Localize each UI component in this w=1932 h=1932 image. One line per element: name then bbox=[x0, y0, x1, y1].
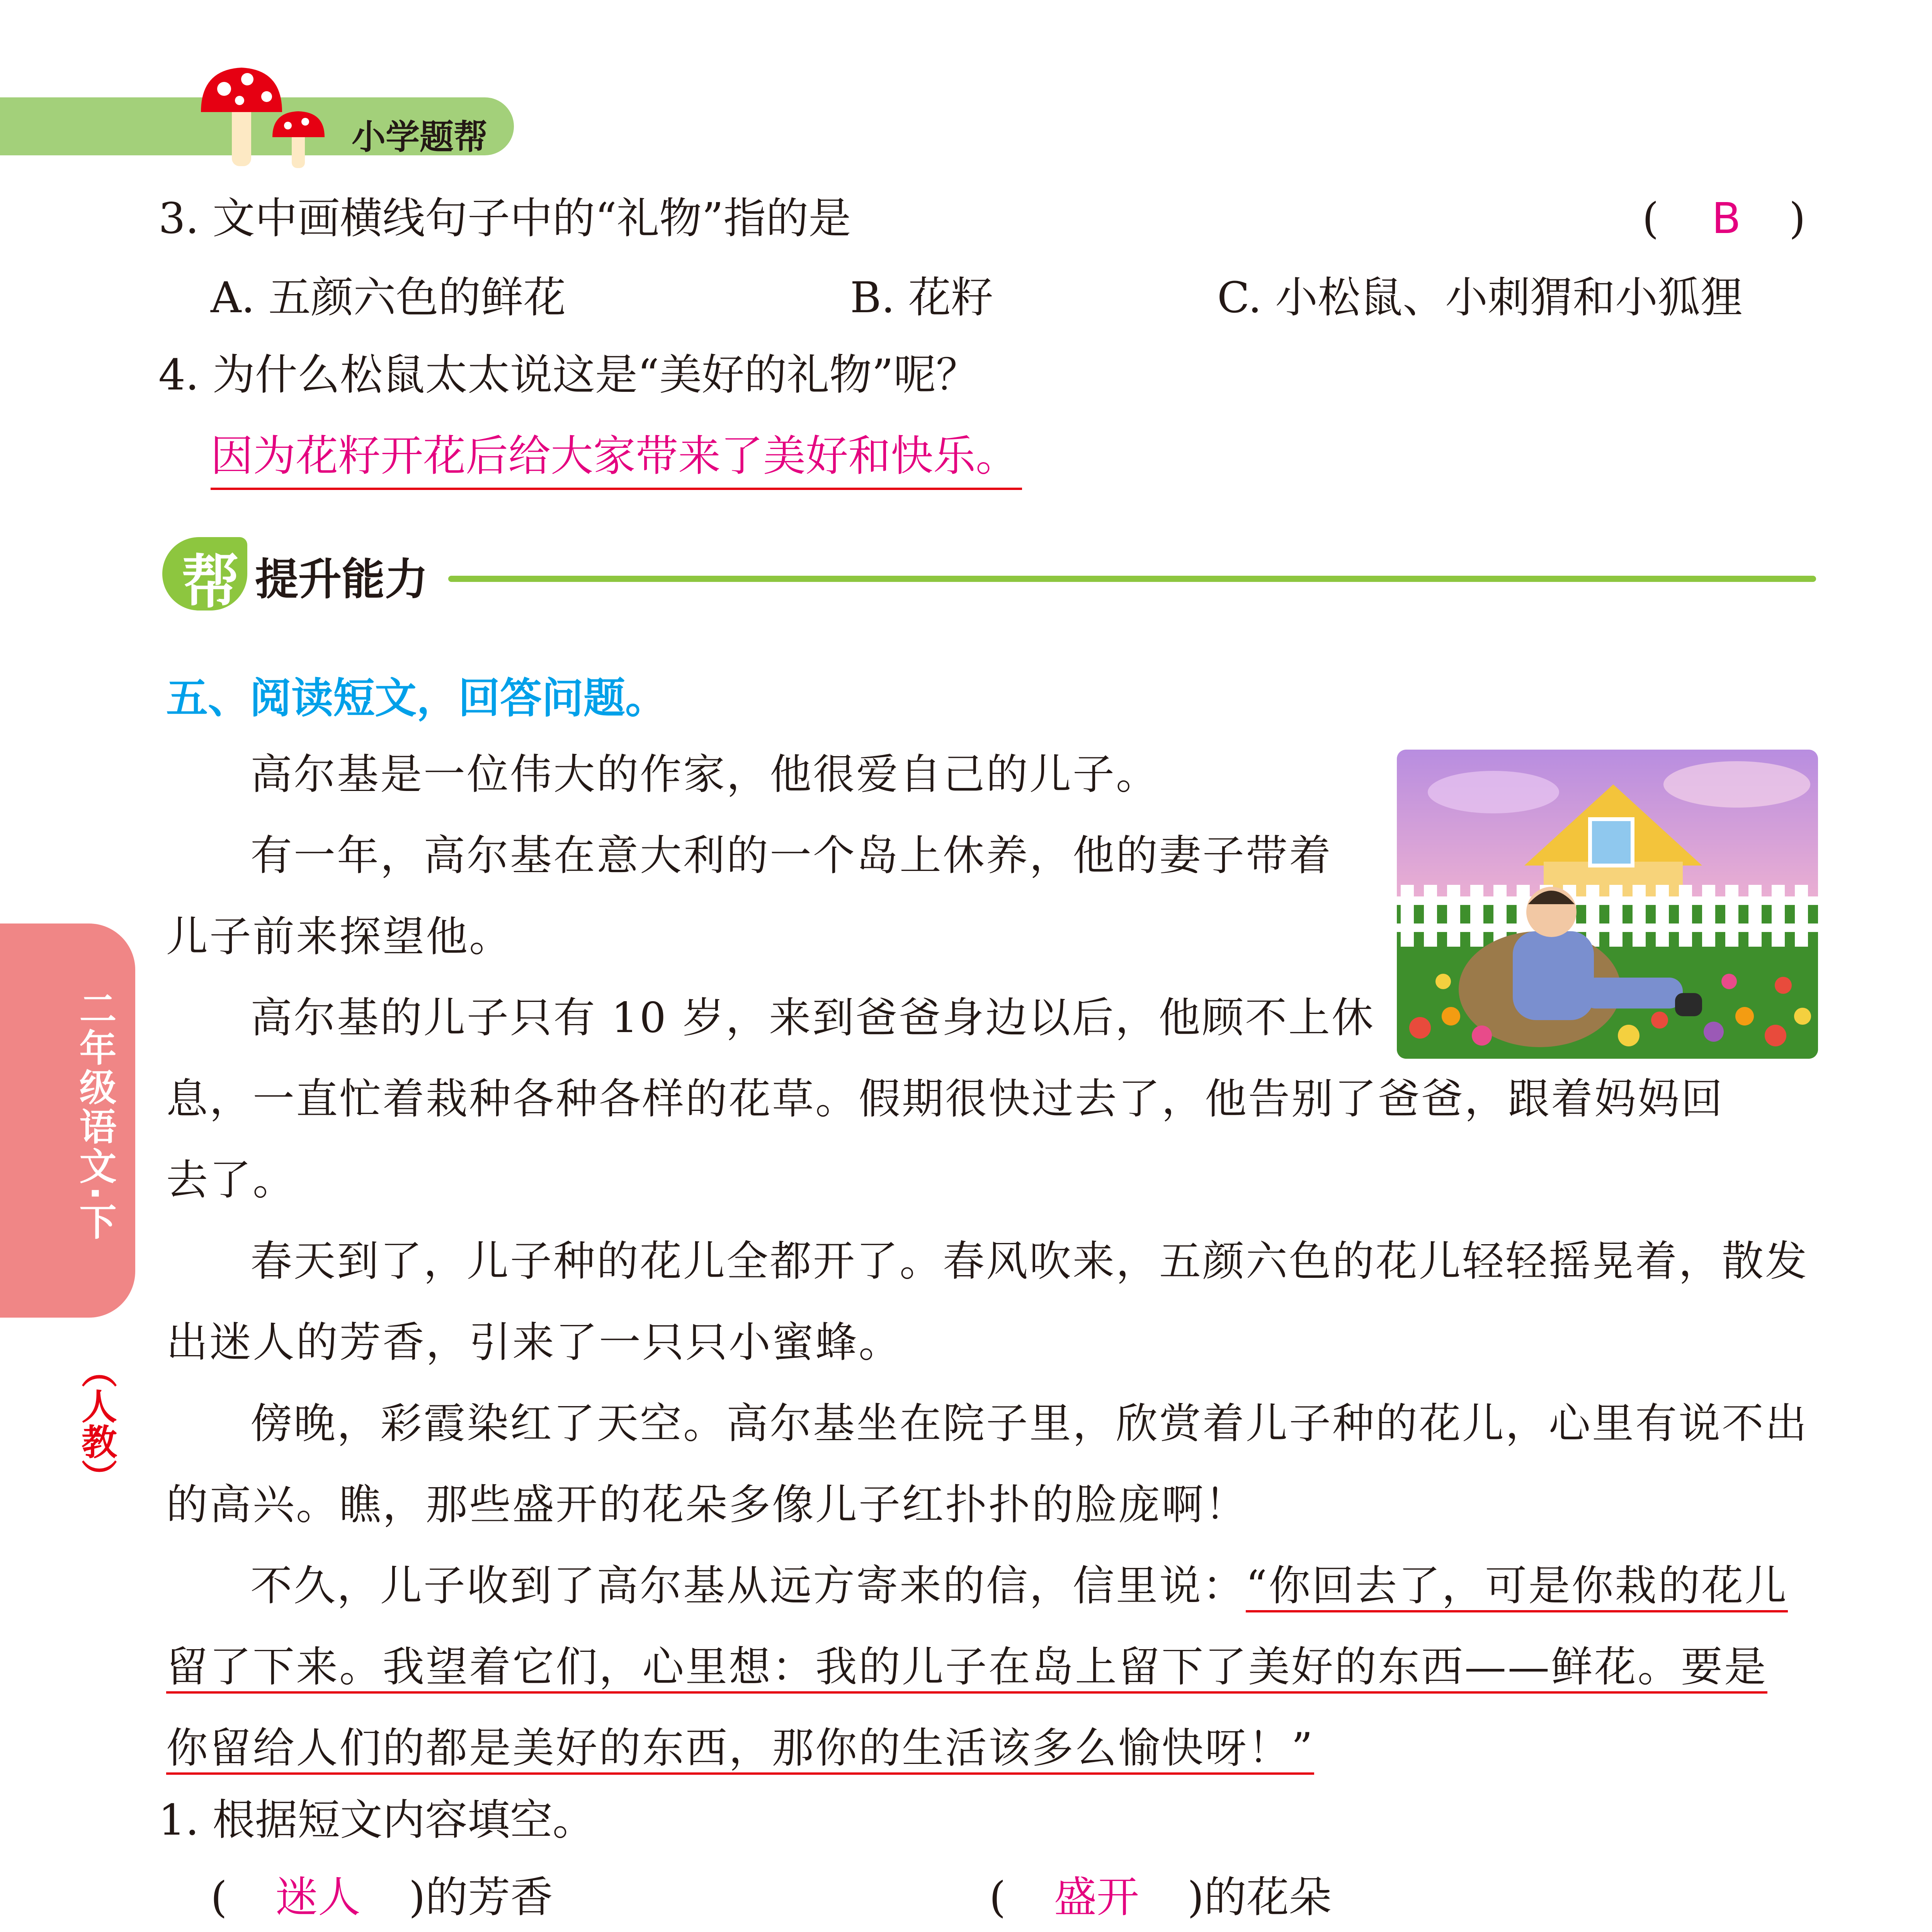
q1-text: 1. 根据短文内容填空。 bbox=[158, 1795, 595, 1845]
para-5-line-2: 的高兴。瞧，那些盛开的花朵多像儿子红扑扑的脸庞啊！ bbox=[166, 1481, 1248, 1529]
side-tab-edition: （人教） bbox=[76, 1352, 117, 1495]
banner-title: 提升能力 bbox=[255, 554, 428, 605]
q1-item-2-answer: 盛开 bbox=[1054, 1872, 1139, 1922]
q3-answer: B bbox=[1712, 194, 1741, 243]
q1-item-1-answer: 迷人 bbox=[275, 1872, 361, 1922]
para-5-line-1: 傍晚，彩霞染红了天空。高尔基坐在院子里，欣赏着儿子种的花儿，心里有说不出 bbox=[250, 1400, 1809, 1448]
story-illustration bbox=[1397, 750, 1818, 1059]
para-6-line-1-underlined: “你回去了，可是你栽的花儿 bbox=[1246, 1562, 1788, 1612]
para-4-line-1: 春天到了，儿子种的花儿全都开了。春风吹来，五颜六色的花儿轻轻摇晃着，散发 bbox=[250, 1237, 1809, 1286]
para-3-line-2: 息，一直忙着栽种各种各样的花草。假期很快过去了，他告别了爸爸，跟着妈妈回 bbox=[166, 1075, 1725, 1123]
para-6-line-1 bbox=[166, 1546, 1788, 1627]
side-tab-grade: 二年级语文·下 bbox=[73, 989, 117, 1242]
q3-paren-close: ) bbox=[1789, 194, 1806, 243]
banner-badge-text: 帮 bbox=[182, 549, 240, 616]
banner-line bbox=[448, 576, 1816, 582]
para-2-line-1: 有一年，高尔基在意大利的一个岛上休养，他的妻子带着 bbox=[250, 832, 1333, 880]
para-3-line-1: 高尔基的儿子只有 10 岁，来到爸爸身边以后，他顾不上休 bbox=[250, 994, 1375, 1042]
para-1: 高尔基是一位伟大的作家，他很爱自己的儿子。 bbox=[250, 750, 1160, 799]
q3-option-a: A. 五颜六色的鲜花 bbox=[211, 273, 566, 322]
brand-name: 小学题帮 bbox=[352, 117, 488, 157]
para-2-line-2: 儿子前来探望他。 bbox=[166, 913, 513, 961]
para-4-line-2: 出迷人的芳香，引来了一只只小蜜蜂。 bbox=[166, 1318, 902, 1367]
q1-item-1: ( 迷人 )的芳香 bbox=[211, 1870, 553, 1924]
para-6-line-1-plain: 不久，儿子收到了高尔基从远方寄来的信，信里说： bbox=[250, 1562, 1246, 1610]
section5-heading: 五、阅读短文，回答问题。 bbox=[166, 674, 667, 723]
q3-option-b: B. 花籽 bbox=[850, 273, 993, 322]
para-6-line-2 bbox=[166, 1627, 1767, 1708]
para-6-line-3-underlined: 你留给人们的都是美好的东西，那你的生活该多么愉快呀！” bbox=[166, 1724, 1314, 1775]
para-6-line-2-underlined: 留了下来。我望着它们，心里想：我的儿子在岛上留下了美好的东西——鲜花。要是 bbox=[166, 1643, 1767, 1694]
q3-paren-open: ( bbox=[1642, 194, 1659, 243]
para-6-line-3 bbox=[166, 1708, 1314, 1789]
q1-item-2: ( 盛开 )的花朵 bbox=[989, 1870, 1332, 1924]
mushroom-logo bbox=[193, 58, 340, 174]
q3-option-c: C. 小松鼠、小刺猬和小狐狸 bbox=[1217, 273, 1743, 322]
q4-text: 4. 为什么松鼠太太说这是“美好的礼物”呢？ bbox=[158, 350, 979, 400]
para-3-line-3: 去了。 bbox=[166, 1156, 296, 1204]
q4-answer: 因为花籽开花后给大家带来了美好和快乐。 bbox=[211, 429, 1022, 490]
q3-text: 3. 文中画横线句子中的“礼物”指的是 bbox=[158, 194, 851, 243]
